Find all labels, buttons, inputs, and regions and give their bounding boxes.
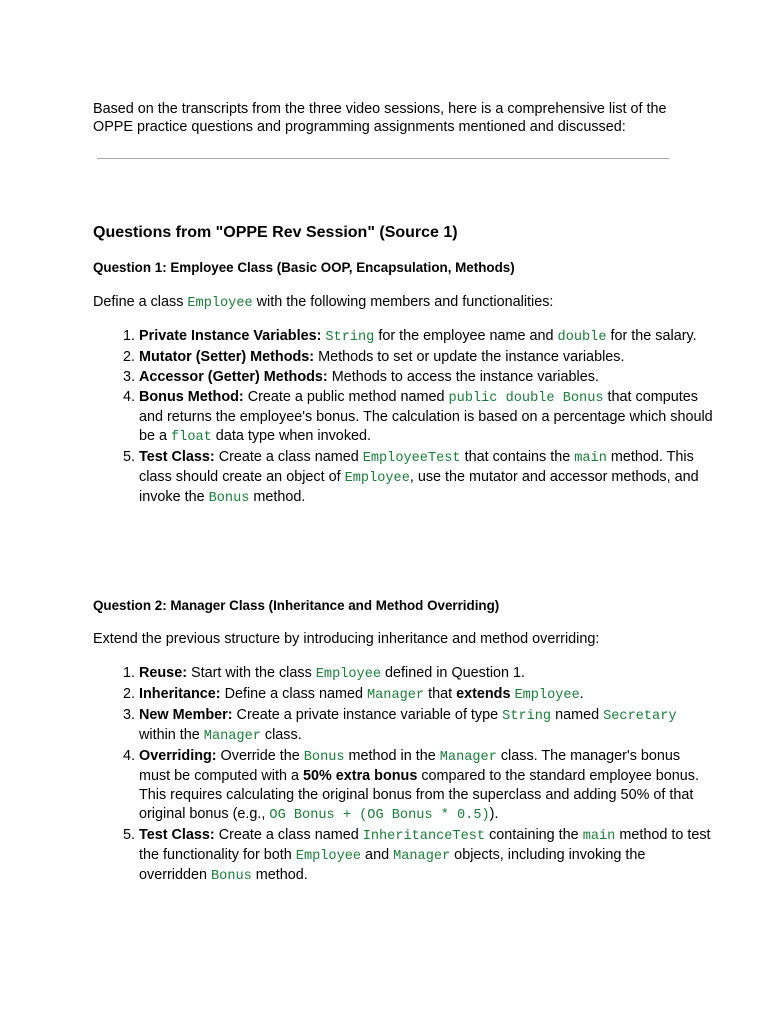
intro-paragraph: Based on the transcripts from the three video sessions, here is a comprehensive list of the OPPE practice questions and programming assignments mentioned and discussed: (93, 101, 667, 135)
list-item: 4. Overriding: Override the Bonus method in the Manager class. The manager's bonus must be computed with a 50% extra bonus compared to the standard employee bonus. This requires calculating the original bonus from the superclass and adding 50% of that original bonus (e.g., OG Bonus + (OG Bonus * 0.5)). (139, 747, 714, 825)
list-item: 4. Bonus Method: Create a public method named public double Bonus that computes and returns the employee's bonus. The calculation is based on a percentage which should be a float data type when invoked. (139, 388, 714, 447)
section-title: Questions from "OPPE Rev Session" (Source 1) (93, 224, 458, 241)
list-item: 5. Test Class: Create a class named EmployeeTest that contains the main method. This class should create an object of Employee, use the mutator and accessor methods, and invoke the Bonus method. (139, 448, 714, 508)
list-item: 1. Reuse: Start with the class Employee defined in Question 1. (139, 664, 714, 684)
list-item: 5. Test Class: Create a class named InheritanceTest containing the main method to test the functionality for both Employee and Manager objects, including invoking the overridden Bonus method. (139, 826, 714, 886)
list-item: 1. Private Instance Variables: String for the employee name and double for the salary. (139, 327, 714, 347)
code-employee: Employee (187, 296, 253, 311)
q1-heading: Question 1: Employee Class (Basic OOP, Encapsulation, Methods) (93, 260, 515, 275)
list-item: 2. Inheritance: Define a class named Manager that extends Employee. (139, 685, 714, 705)
q1-intro: Define a class Employee with the following members and functionalities: (93, 294, 554, 311)
list-item: 2. Mutator (Setter) Methods: Methods to set or update the instance variables. (139, 348, 714, 367)
q2-list (93, 664, 714, 887)
list-item: 3. Accessor (Getter) Methods: Methods to access the instance variables. (139, 368, 714, 387)
section-divider (97, 158, 669, 159)
q2-heading: Question 2: Manager Class (Inheritance and Method Overriding) (93, 598, 500, 613)
list-item: 3. New Member: Create a private instance variable of type String named Secretary within the Manager class. (139, 706, 714, 746)
q2-intro: Extend the previous structure by introducing inheritance and method overriding: (93, 631, 600, 647)
q1-list (93, 327, 714, 509)
